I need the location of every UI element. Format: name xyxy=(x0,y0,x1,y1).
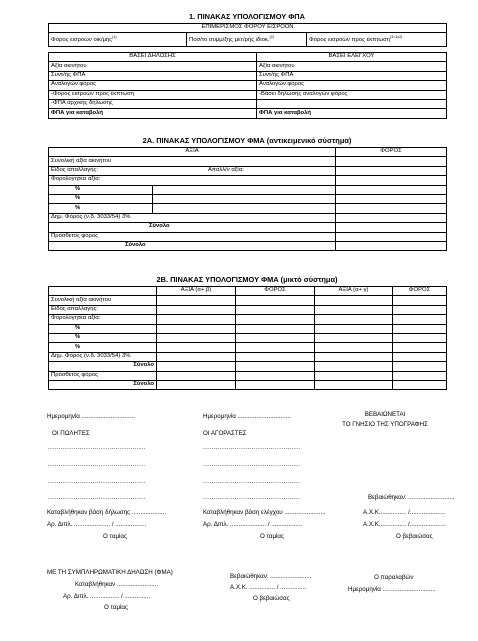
input-tax-allocation-header: ΕΠΙΜΕΡΙΣΜΟΣ ΦΟΡΟΥ ΕΙΣΡΟΩΝ xyxy=(49,24,447,33)
certify-subheading: ΤΟ ΓΝΗΣΙΟ ΤΗΣ ΥΠΟΓΡΑΦΗΣ xyxy=(342,421,428,428)
vat-basis-table xyxy=(48,52,447,119)
audit-row[interactable]: Αξία ακινήτου xyxy=(257,62,447,71)
seller-signature-line[interactable]: .............................................. xyxy=(48,478,146,485)
sum-row: Σύνολο xyxy=(49,241,336,250)
decl-vat-payable[interactable]: ΦΠΑ για καταβολή xyxy=(49,109,257,118)
footer-ak-line[interactable]: Α.Χ.Κ. ............... / ............... xyxy=(230,584,306,591)
audit-row[interactable]: -Βάσει δήλωσης αναλογών φόρος xyxy=(257,90,447,99)
col-tax-header: ΦΟΡΟΣ xyxy=(393,287,447,296)
ratio-field[interactable]: Ποσ/το συμμ/ξης μετ/ρής ιδιοκ.$^{(2)}$ xyxy=(187,33,307,47)
declaration-basis-header: ΒΑΣΕΙ ΔΗΛΩΣΗΣ xyxy=(49,53,257,62)
extra-tax-row[interactable]: Πρόσθετος φόρος xyxy=(49,232,336,241)
certifier-right: Ο βεβαιώσας xyxy=(396,533,433,540)
percent-row[interactable]: % xyxy=(49,333,157,342)
receipt-mid-line[interactable]: Αρ. Διπλ. ..................... / .................. xyxy=(203,521,303,528)
audit-row[interactable]: Συντ/ής ΦΠΑ xyxy=(257,71,447,80)
sum-row: Σύνολο xyxy=(49,380,157,389)
exemption-row[interactable]: Είδος απαλλαγής: xyxy=(49,305,157,314)
audit-vat-payable[interactable]: ΦΠΑ για καταβολή xyxy=(257,109,447,118)
tax-cell[interactable] xyxy=(336,166,447,175)
tax-cell[interactable] xyxy=(336,204,447,213)
vat-table xyxy=(48,23,447,47)
date-mid[interactable]: Ημερομηνία ............................... xyxy=(203,413,291,420)
value-cell[interactable] xyxy=(153,204,336,213)
municipal-tax-row[interactable]: Δημ. Φόρος (ν.δ. 3033/54) 3% xyxy=(49,213,336,222)
decl-row[interactable]: Αξία ακινήτου xyxy=(49,62,257,71)
section2a-title: 2Α. ΠΙΝΑΚΑΣ ΥΠΟΛΟΓΙΣΜΟΥ ΦΜΑ (αντικειμενικό σύστημα) xyxy=(142,136,352,145)
certify-heading: ΒΕΒΑΙΩΝΕΤΑΙ xyxy=(364,411,406,418)
tax-cell[interactable] xyxy=(336,185,447,194)
percent-row[interactable]: % xyxy=(49,204,153,213)
cashier-mid: Ο ταμίας xyxy=(260,533,284,540)
footer-paid-line[interactable]: Καταβλήθηκαν ........................ xyxy=(75,581,159,588)
col-value-ac-header: ΑΞΙΑ (α+ γ) xyxy=(315,287,393,296)
tax-cell[interactable] xyxy=(336,176,447,185)
ak-line[interactable]: Α.Χ.Κ................ /..................... xyxy=(363,509,446,516)
tax-cell[interactable] xyxy=(336,157,447,166)
buyer-signature-line[interactable]: .............................................. xyxy=(203,444,301,451)
footer-receiver: Ο παραλαβών xyxy=(374,574,414,581)
input-tax-field[interactable]: Φόρος εισροών οικ/μής$^{(1)}$ xyxy=(49,33,187,47)
footer-receipt-line[interactable]: Αρ. Διπλ. ................. / ............... xyxy=(63,593,151,600)
col-value-ab-header: ΑΞΙΑ (α+ β) xyxy=(157,287,236,296)
sum-row: Σύνολο xyxy=(49,362,157,371)
total-value-row[interactable]: Συνολική αξία ακινήτου xyxy=(49,157,336,166)
fma-mixed-table xyxy=(48,286,447,390)
seller-signature-line[interactable]: .............................................. xyxy=(48,461,146,468)
footer-certified-line[interactable]: Βεβαιώθηκαν: ........................ xyxy=(230,573,312,580)
footer-cashier: Ο ταμίας xyxy=(104,604,128,611)
buyer-signature-line[interactable]: .............................................. xyxy=(203,461,301,468)
decl-row[interactable]: -Φόρος εισροών προς έκπτωση xyxy=(49,90,257,99)
taxable-value-row[interactable]: Φορολογητέα αξία: xyxy=(49,176,336,185)
receipt-left-line[interactable]: Αρ. Διπλ. ..................... / .................. xyxy=(47,521,147,528)
decl-row[interactable]: -ΦΠΑ αρχικής δήλωσης xyxy=(49,99,257,108)
audit-row[interactable]: Αναλογών φόρος xyxy=(257,81,447,90)
col-tax-header: ΦΟΡΟΣ xyxy=(336,148,447,157)
buyers-label: ΟΙ ΑΓΟΡΑΣΤΕΣ xyxy=(203,430,247,437)
tax-cell[interactable] xyxy=(336,194,447,203)
audit-basis-header: ΒΑΣΕΙ ΕΛΕΓΧΟΥ xyxy=(257,53,447,62)
seller-signature-line[interactable]: .............................................. xyxy=(48,444,146,451)
col-value-header: ΑΞΙΑ xyxy=(49,148,336,157)
paid-declared-line[interactable]: Καταβλήθηκαν βάση δήλωσης .................... xyxy=(47,509,167,516)
certified-line[interactable]: Βεβαιώθηκαν: ........................... xyxy=(368,494,455,501)
section2b-title: 2Β. ΠΙΝΑΚΑΣ ΥΠΟΛΟΓΙΣΜΟΥ ΦΜΑ (μικτό σύστημα) xyxy=(156,275,338,284)
footer-certifier: Ο βεβαιώσας xyxy=(253,595,290,602)
tax-cell[interactable] xyxy=(336,213,447,222)
percent-row[interactable]: % xyxy=(49,194,153,203)
exemption-row[interactable]: Είδος απαλλαγής: Απαλλ/ν αξία: xyxy=(49,166,336,175)
date-left[interactable]: Ημερομηνία ............................... xyxy=(47,413,135,420)
tax-cell[interactable] xyxy=(336,232,447,241)
tax-cell[interactable] xyxy=(336,223,447,232)
buyer-signature-line[interactable]: .............................................. xyxy=(203,494,301,501)
decl-row[interactable]: Αναλογών φόρος xyxy=(49,81,257,90)
deductible-tax-field[interactable]: Φόρος εισροών προς έκπτωση$^{(3=1x2)}$ xyxy=(307,33,447,47)
ak-line[interactable]: Α.Χ.Κ................ /..................... xyxy=(363,521,446,528)
fma-objective-table xyxy=(48,147,447,251)
tax-cell[interactable] xyxy=(336,241,447,250)
value-cell[interactable] xyxy=(153,185,336,194)
total-value-row[interactable]: Συνολική αξία ακινήτου xyxy=(49,296,157,305)
seller-signature-line[interactable]: .............................................. xyxy=(48,494,146,501)
percent-row[interactable]: % xyxy=(49,343,157,352)
section1-title: 1. ΠΙΝΑΚΑΣ ΥΠΟΛΟΓΙΣΜΟΥ ΦΠΑ xyxy=(189,12,305,21)
percent-row[interactable]: % xyxy=(49,185,153,194)
percent-row[interactable]: % xyxy=(49,324,157,333)
cashier-left: Ο ταμίας xyxy=(103,533,127,540)
sum-row: Σύνολο xyxy=(49,223,336,232)
value-cell[interactable] xyxy=(153,194,336,203)
audit-row[interactable] xyxy=(257,99,447,108)
paid-audit-line[interactable]: Καταβλήθηκαν βάση ελέγχου ........................ xyxy=(203,509,326,516)
decl-row[interactable]: Συντ/ής ΦΠΑ xyxy=(49,71,257,80)
sellers-label: ΟΙ ΠΩΛΗΤΕΣ xyxy=(52,430,90,437)
col-tax-header: ΦΟΡΟΣ xyxy=(236,287,315,296)
exempt-value-label: Απαλλ/ν αξία: xyxy=(207,167,244,174)
footer-date-line[interactable]: Ημερομηνία ............................... xyxy=(348,586,436,593)
supplementary-heading: ΜΕ ΤΗ ΣΥΜΠΛΗΡΩΜΑΤΙΚΗ ΔΗΛΩΣΗ (ΦΜΑ) xyxy=(47,569,173,576)
buyer-signature-line[interactable]: .............................................. xyxy=(203,478,301,485)
taxable-value-row[interactable]: Φορολογητέα αξία: xyxy=(49,315,157,324)
extra-tax-row[interactable]: Πρόσθετος φόρος xyxy=(49,371,157,380)
municipal-tax-row[interactable]: Δημ. Φόρος (ν.δ. 3033/54) 3% xyxy=(49,352,157,361)
